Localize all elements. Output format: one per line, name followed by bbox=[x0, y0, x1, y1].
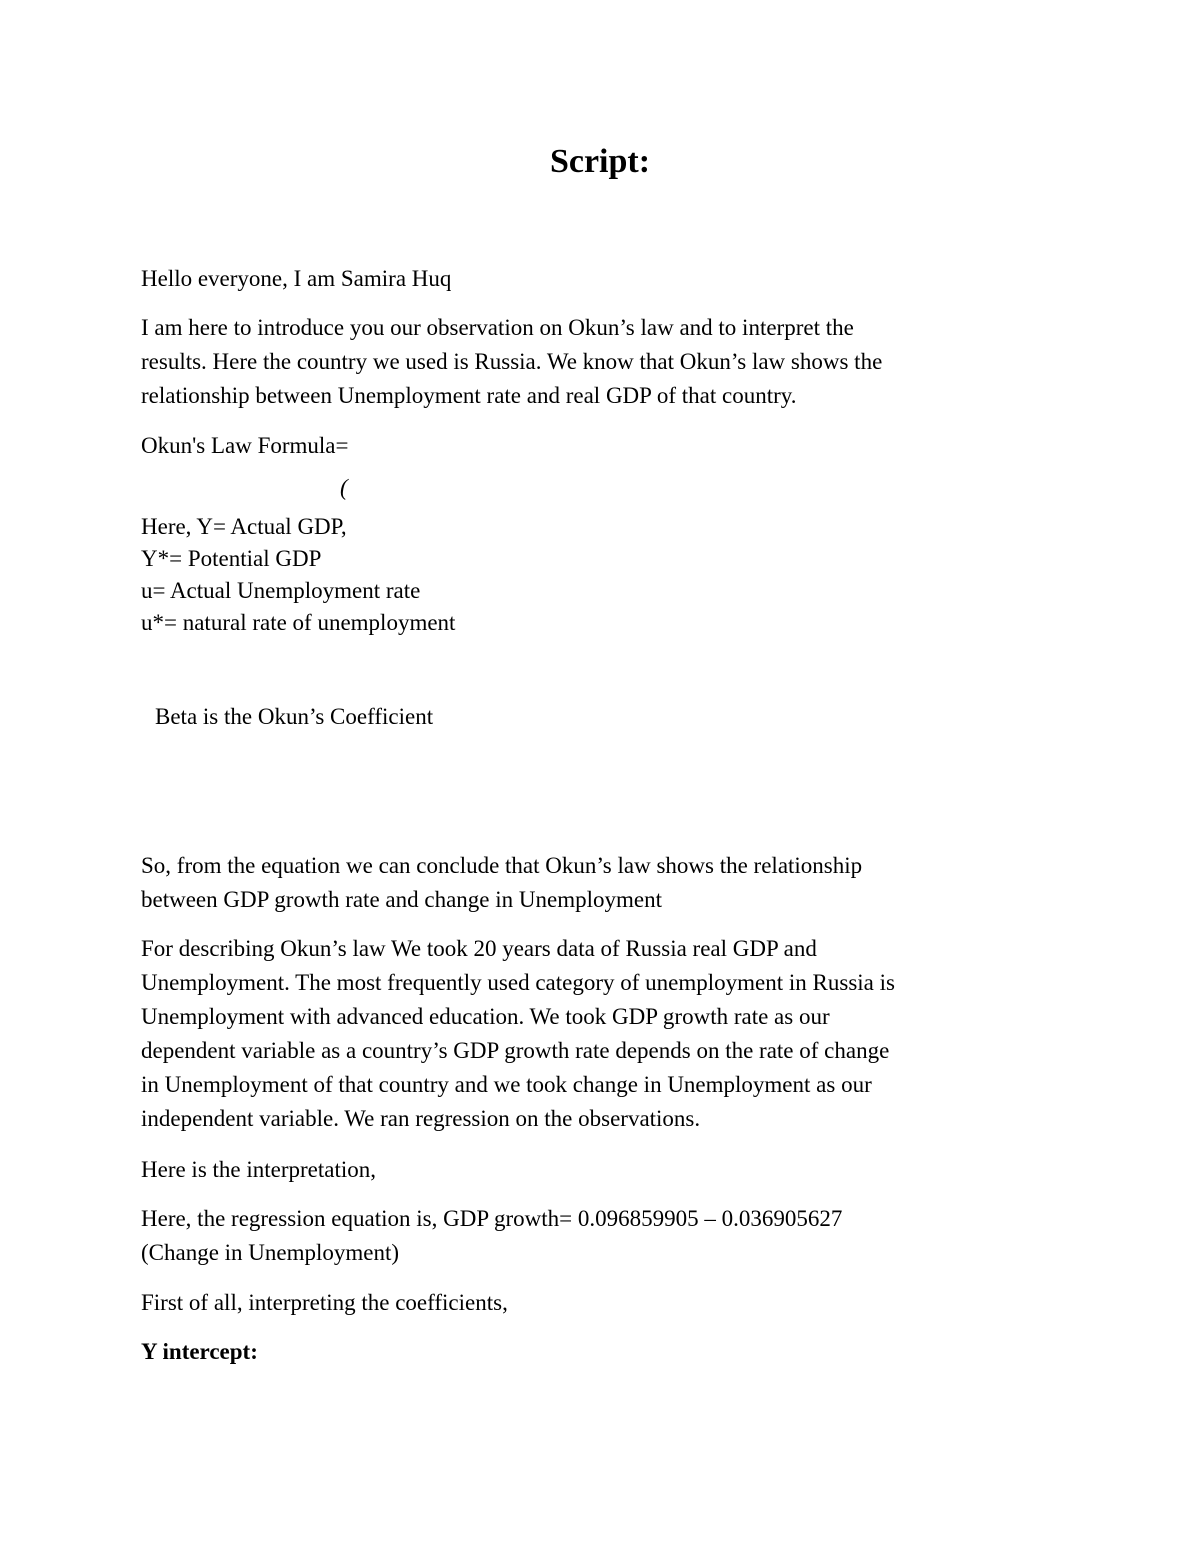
formula-label: Okun's Law Formula= bbox=[141, 433, 349, 458]
definition-item: u= Actual Unemployment rate bbox=[141, 578, 421, 603]
intro-paragraph bbox=[141, 311, 1061, 413]
intro-line: relationship between Unemployment rate and real GDP of that country. bbox=[141, 383, 797, 408]
intro-line: I am here to introduce you our observation on Okun’s law and to interpret the bbox=[141, 315, 854, 340]
coefficients-intro: First of all, interpreting the coefficients, bbox=[141, 1290, 508, 1315]
regression-line: (Change in Unemployment) bbox=[141, 1240, 400, 1265]
description-line: Unemployment with advanced education. We took GDP growth rate as our bbox=[141, 1004, 830, 1029]
formula-fragment: ( bbox=[340, 475, 348, 500]
greeting-paragraph: Hello everyone, I am Samira Huq bbox=[141, 266, 452, 291]
beta-note: Beta is the Okun’s Coefficient bbox=[155, 704, 434, 729]
definition-item: Y*= Potential GDP bbox=[141, 546, 322, 571]
definitions-list bbox=[141, 510, 1061, 638]
y-intercept-heading: Y intercept: bbox=[141, 1339, 258, 1364]
definition-item: Here, Y= Actual GDP, bbox=[141, 514, 347, 539]
description-line: independent variable. We ran regression on the observations. bbox=[141, 1106, 701, 1131]
definition-item: u*= natural rate of unemployment bbox=[141, 610, 456, 635]
page-title: Script: bbox=[549, 143, 651, 180]
intro-line: results. Here the country we used is Russia. We know that Okun’s law shows the bbox=[141, 349, 883, 374]
regression-paragraph bbox=[141, 1202, 1061, 1270]
interpretation-intro: Here is the interpretation, bbox=[141, 1157, 377, 1182]
regression-line: Here, the regression equation is, GDP growth= 0.096859905 – 0.036905627 bbox=[141, 1206, 843, 1231]
description-line: in Unemployment of that country and we took change in Unemployment as our bbox=[141, 1072, 872, 1097]
description-line: For describing Okun’s law We took 20 years data of Russia real GDP and bbox=[141, 936, 817, 961]
description-line: dependent variable as a country’s GDP growth rate depends on the rate of change bbox=[141, 1038, 890, 1063]
conclusion-line: between GDP growth rate and change in Unemployment bbox=[141, 887, 662, 912]
description-paragraph bbox=[141, 932, 1061, 1136]
conclusion-paragraph bbox=[141, 849, 1061, 917]
conclusion-line: So, from the equation we can conclude that Okun’s law shows the relationship bbox=[141, 853, 863, 878]
description-line: Unemployment. The most frequently used category of unemployment in Russia is bbox=[141, 970, 895, 995]
